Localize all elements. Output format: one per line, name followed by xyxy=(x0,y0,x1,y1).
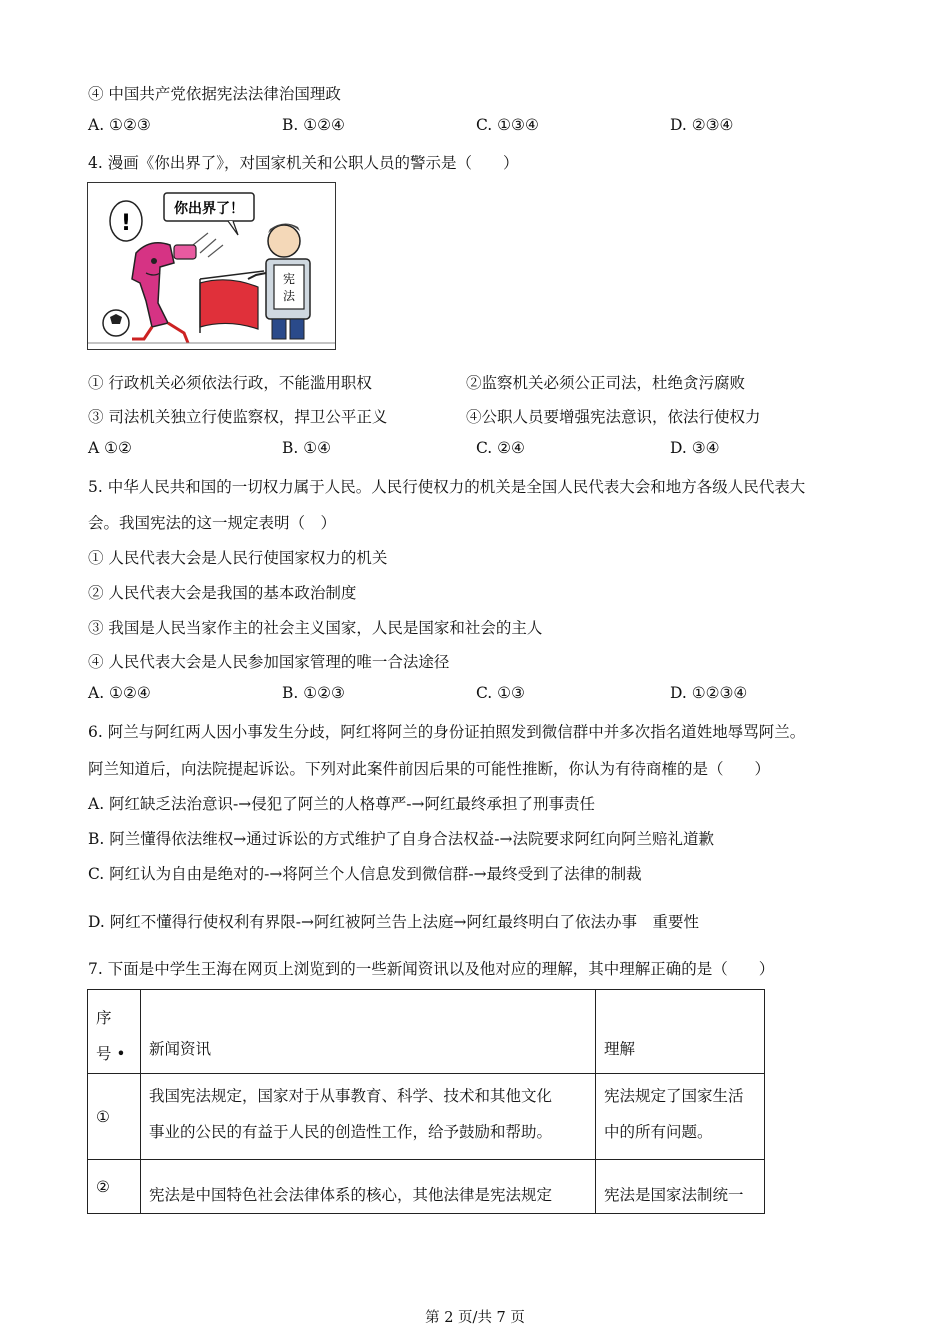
news-table xyxy=(87,989,765,1214)
header-understand: 理解 xyxy=(596,990,765,1074)
q6-option-b: B. 阿兰懂得依法维权→通过诉讼的方式维护了自身合法权益-→法院要求阿红向阿兰赔礼道歉 xyxy=(88,830,714,848)
row-num: ② xyxy=(88,1160,141,1214)
row-news-line: 宪法是中国特色社会法律体系的核心，其他法律是宪法规定 xyxy=(141,1160,596,1214)
row-num: ① xyxy=(88,1074,141,1160)
q7-stem: 7. 下面是中学生王海在网页上浏览到的一些新闻资讯以及他对应的理解，其中理解正确的是（ ） xyxy=(88,960,775,978)
q6-option-c: C. 阿红认为自由是绝对的-→将阿兰个人信息发到微信群-→最终受到了法律的制裁 xyxy=(88,865,642,883)
q4-item-4: ④公职人员要增强宪法意识，依法行使权力 xyxy=(466,408,761,426)
q5-option-b: B. ①②③ xyxy=(282,684,345,702)
table-row xyxy=(88,1160,765,1214)
q5-item-4: ④ 人民代表大会是人民参加国家管理的唯一合法途径 xyxy=(88,653,450,671)
header-num-1: 序 xyxy=(96,1009,112,1027)
cartoon-image xyxy=(87,182,336,350)
q5-item-3: ③ 我国是人民当家作主的社会主义国家，人民是国家和社会的主人 xyxy=(88,619,543,637)
q6-option-d: D. 阿红不懂得行使权利有界限-→阿红被阿兰告上法庭→阿红最终明白了依法办事 重要性 xyxy=(88,913,699,931)
q6-stem-line-1: 6. 阿兰与阿红两人因小事发生分歧，阿红将阿兰的身份证拍照发到微信群中并多次指名道姓地辱骂阿兰。 xyxy=(88,723,806,741)
q3-option-d: D. ②③④ xyxy=(670,116,734,134)
table-header-row xyxy=(88,990,765,1074)
q4-item-1: ① 行政机关必须依法行政，不能滥用职权 xyxy=(88,374,372,392)
q4-option-d: D. ③④ xyxy=(670,439,720,457)
q3-option-c: C. ①③④ xyxy=(476,116,539,134)
q6-option-a: A. 阿红缺乏法治意识-→侵犯了阿兰的人格尊严-→阿红最终承担了刑事责任 xyxy=(88,795,595,813)
q5-item-2: ② 人民代表大会是我国的基本政治制度 xyxy=(88,584,357,602)
q5-item-1: ① 人民代表大会是人民行使国家权力的机关 xyxy=(88,549,388,567)
q3-option-b: B. ①②④ xyxy=(282,116,345,134)
q5-option-a: A. ①②④ xyxy=(88,684,151,702)
q5-option-c: C. ①③ xyxy=(476,684,525,702)
q4-option-a: A ①② xyxy=(88,439,132,457)
q5-stem-line-2: 会。我国宪法的这一规定表明（ ） xyxy=(88,514,337,532)
row-understand-cell xyxy=(596,1074,765,1160)
row-news-line: 我国宪法规定，国家对于从事教育、科学、技术和其他文化 xyxy=(149,1087,553,1105)
q6-stem-line-2: 阿兰知道后，向法院提起诉讼。下列对此案件前因后果的可能性推断，你认为有待商榷的是（ ） xyxy=(88,760,771,778)
row-news-line: 事业的公民的有益于人民的创造性工作，给予鼓励和帮助。 xyxy=(149,1123,553,1141)
row-understand-line: 中的所有问题。 xyxy=(604,1123,713,1141)
q5-option-d: D. ①②③④ xyxy=(670,684,748,702)
header-num-2: 号 • xyxy=(96,1045,126,1063)
q3-option-a: A. ①②③ xyxy=(88,116,151,134)
q4-option-c: C. ②④ xyxy=(476,439,525,457)
tag-char-1: 宪 xyxy=(282,272,296,286)
q3-item-4: ④ 中国共产党依据宪法法律治国理政 xyxy=(88,85,341,103)
exclamation-text: ! xyxy=(120,211,132,236)
q4-option-b: B. ①④ xyxy=(282,439,332,457)
table-row xyxy=(88,1074,765,1160)
row-understand-line: 宪法是国家法制统一 xyxy=(596,1160,765,1214)
page-footer: 第 2 页/共 7 页 xyxy=(425,1310,525,1326)
tag-char-2: 法 xyxy=(282,289,296,303)
q4-item-2: ②监察机关必须公正司法，杜绝贪污腐败 xyxy=(466,374,746,392)
header-num-cell xyxy=(88,990,141,1074)
q4-stem: 4. 漫画《你出界了》，对国家机关和公职人员的警示是（ ） xyxy=(88,154,519,172)
header-news: 新闻资讯 xyxy=(141,990,596,1074)
speech-bubble-text: 你出界了！ xyxy=(174,201,244,217)
q4-item-3: ③ 司法机关独立行使监察权，捍卫公平正义 xyxy=(88,408,388,426)
q5-stem-line-1: 5. 中华人民共和国的一切权力属于人民。人民行使权力的机关是全国人民代表大会和地方各级人民代表大 xyxy=(88,478,806,496)
row-understand-line: 宪法规定了国家生活 xyxy=(604,1087,744,1105)
row-news-cell xyxy=(141,1074,596,1160)
